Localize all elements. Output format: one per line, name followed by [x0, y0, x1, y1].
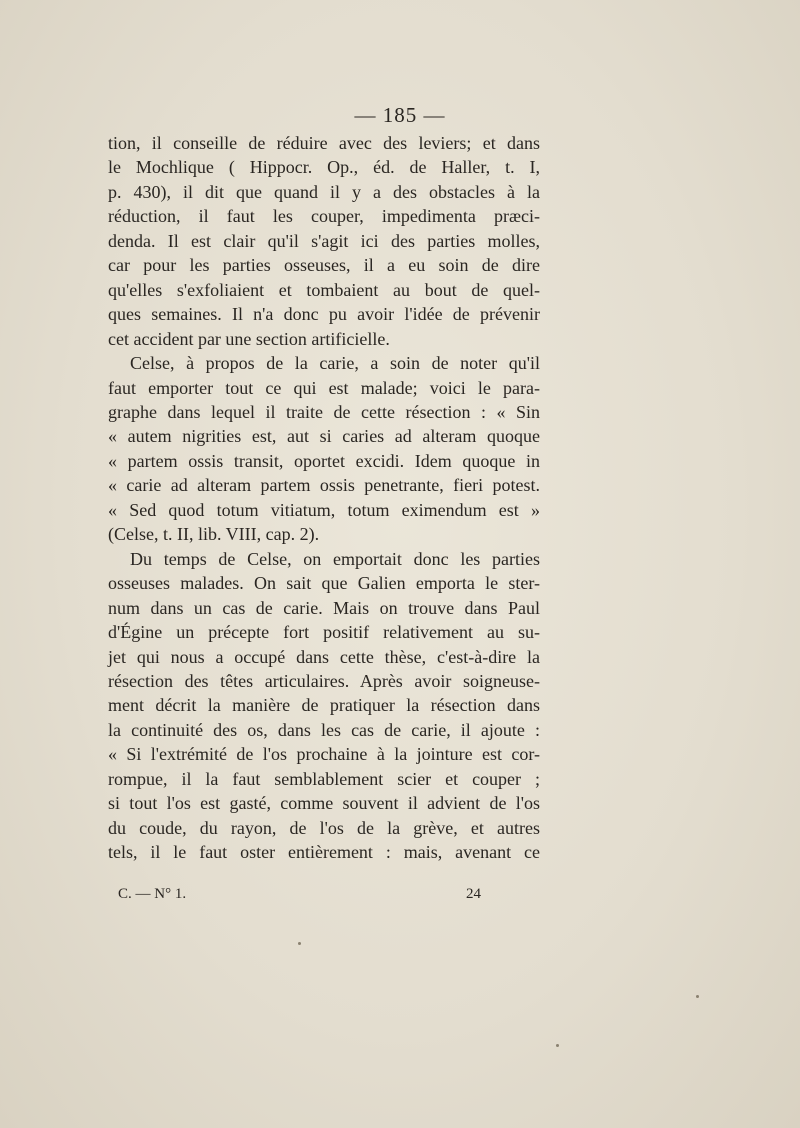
signature-mark: C. — N° 1.	[118, 886, 187, 902]
text-line: ques semaines. Il n'a donc pu avoir l'idée de prévenir	[108, 304, 540, 325]
text-line: si tout l'os est gasté, comme souvent il advient de l'os	[108, 793, 540, 814]
text-line: résection des têtes articulaires. Après avoir soigneuse-	[108, 670, 540, 691]
text-line: graphe dans lequel il traite de cette résection : « Sin	[108, 401, 540, 422]
text-line: p. 430), il dit que quand il y a des obstacles à la	[108, 181, 540, 202]
text-line: d'Égine un précepte fort positif relativement au su-	[108, 622, 540, 643]
text-line: Celse, à propos de la carie, a soin de noter qu'il	[130, 353, 540, 374]
text-line: faut emporter tout ce qui est malade; voici le para-	[108, 377, 540, 398]
text-line: tion, il conseille de réduire avec des leviers; et dans	[108, 133, 540, 153]
text-line: la continuité des os, dans les cas de carie, il ajoute :	[108, 719, 540, 740]
text-line: ment décrit la manière de pratiquer la résection dans	[108, 695, 540, 716]
page-number: — 185 —	[354, 103, 446, 127]
text-line: « Sed quod totum vitiatum, totum eximendum est »	[108, 499, 540, 520]
text-line: cet accident par une section artificielle.	[108, 328, 390, 349]
paper-speck	[298, 942, 301, 945]
text-line: num dans un cas de carie. Mais on trouve dans Paul	[108, 597, 540, 618]
body-text	[108, 131, 540, 865]
text-line: jet qui nous a occupé dans cette thèse, c'est-à-dire la	[108, 646, 540, 667]
text-line: réduction, il faut les couper, impedimenta præci-	[108, 206, 540, 227]
text-line: du coude, du rayon, de l'os de la grève, et autres	[108, 817, 540, 838]
text-line: car pour les parties osseuses, il a eu soin de dire	[108, 255, 540, 276]
text-line: qu'elles s'exfoliaient et tombaient au bout de quel-	[108, 279, 540, 300]
text-line: rompue, il la faut semblablement scier et couper ;	[108, 768, 540, 789]
text-line: denda. Il est clair qu'il s'agit ici des parties molles,	[108, 230, 540, 251]
text-line: « carie ad alteram partem ossis penetrante, fieri potest.	[108, 475, 540, 496]
text-line: osseuses malades. On sait que Galien emporta le ster-	[108, 573, 540, 594]
text-line: le Mochlique ( Hippocr. Op., éd. de Haller, t. I,	[108, 157, 540, 178]
text-line: (Celse, t. II, lib. VIII, cap. 2).	[108, 524, 320, 545]
paper-speck	[556, 1044, 559, 1047]
text-line: « Si l'extrémité de l'os prochaine à la jointure est cor-	[108, 744, 540, 765]
text-line: Du temps de Celse, on emportait donc les parties	[130, 548, 540, 569]
paper-speck	[696, 995, 699, 998]
text-line: tels, il le faut oster entièrement : mais, avenant ce	[108, 842, 540, 863]
text-line: « autem nigrities est, aut si caries ad alteram quoque	[108, 426, 540, 447]
sheet-number: 24	[466, 886, 481, 902]
text-line: « partem ossis transit, oportet excidi. Idem quoque in	[108, 450, 540, 471]
